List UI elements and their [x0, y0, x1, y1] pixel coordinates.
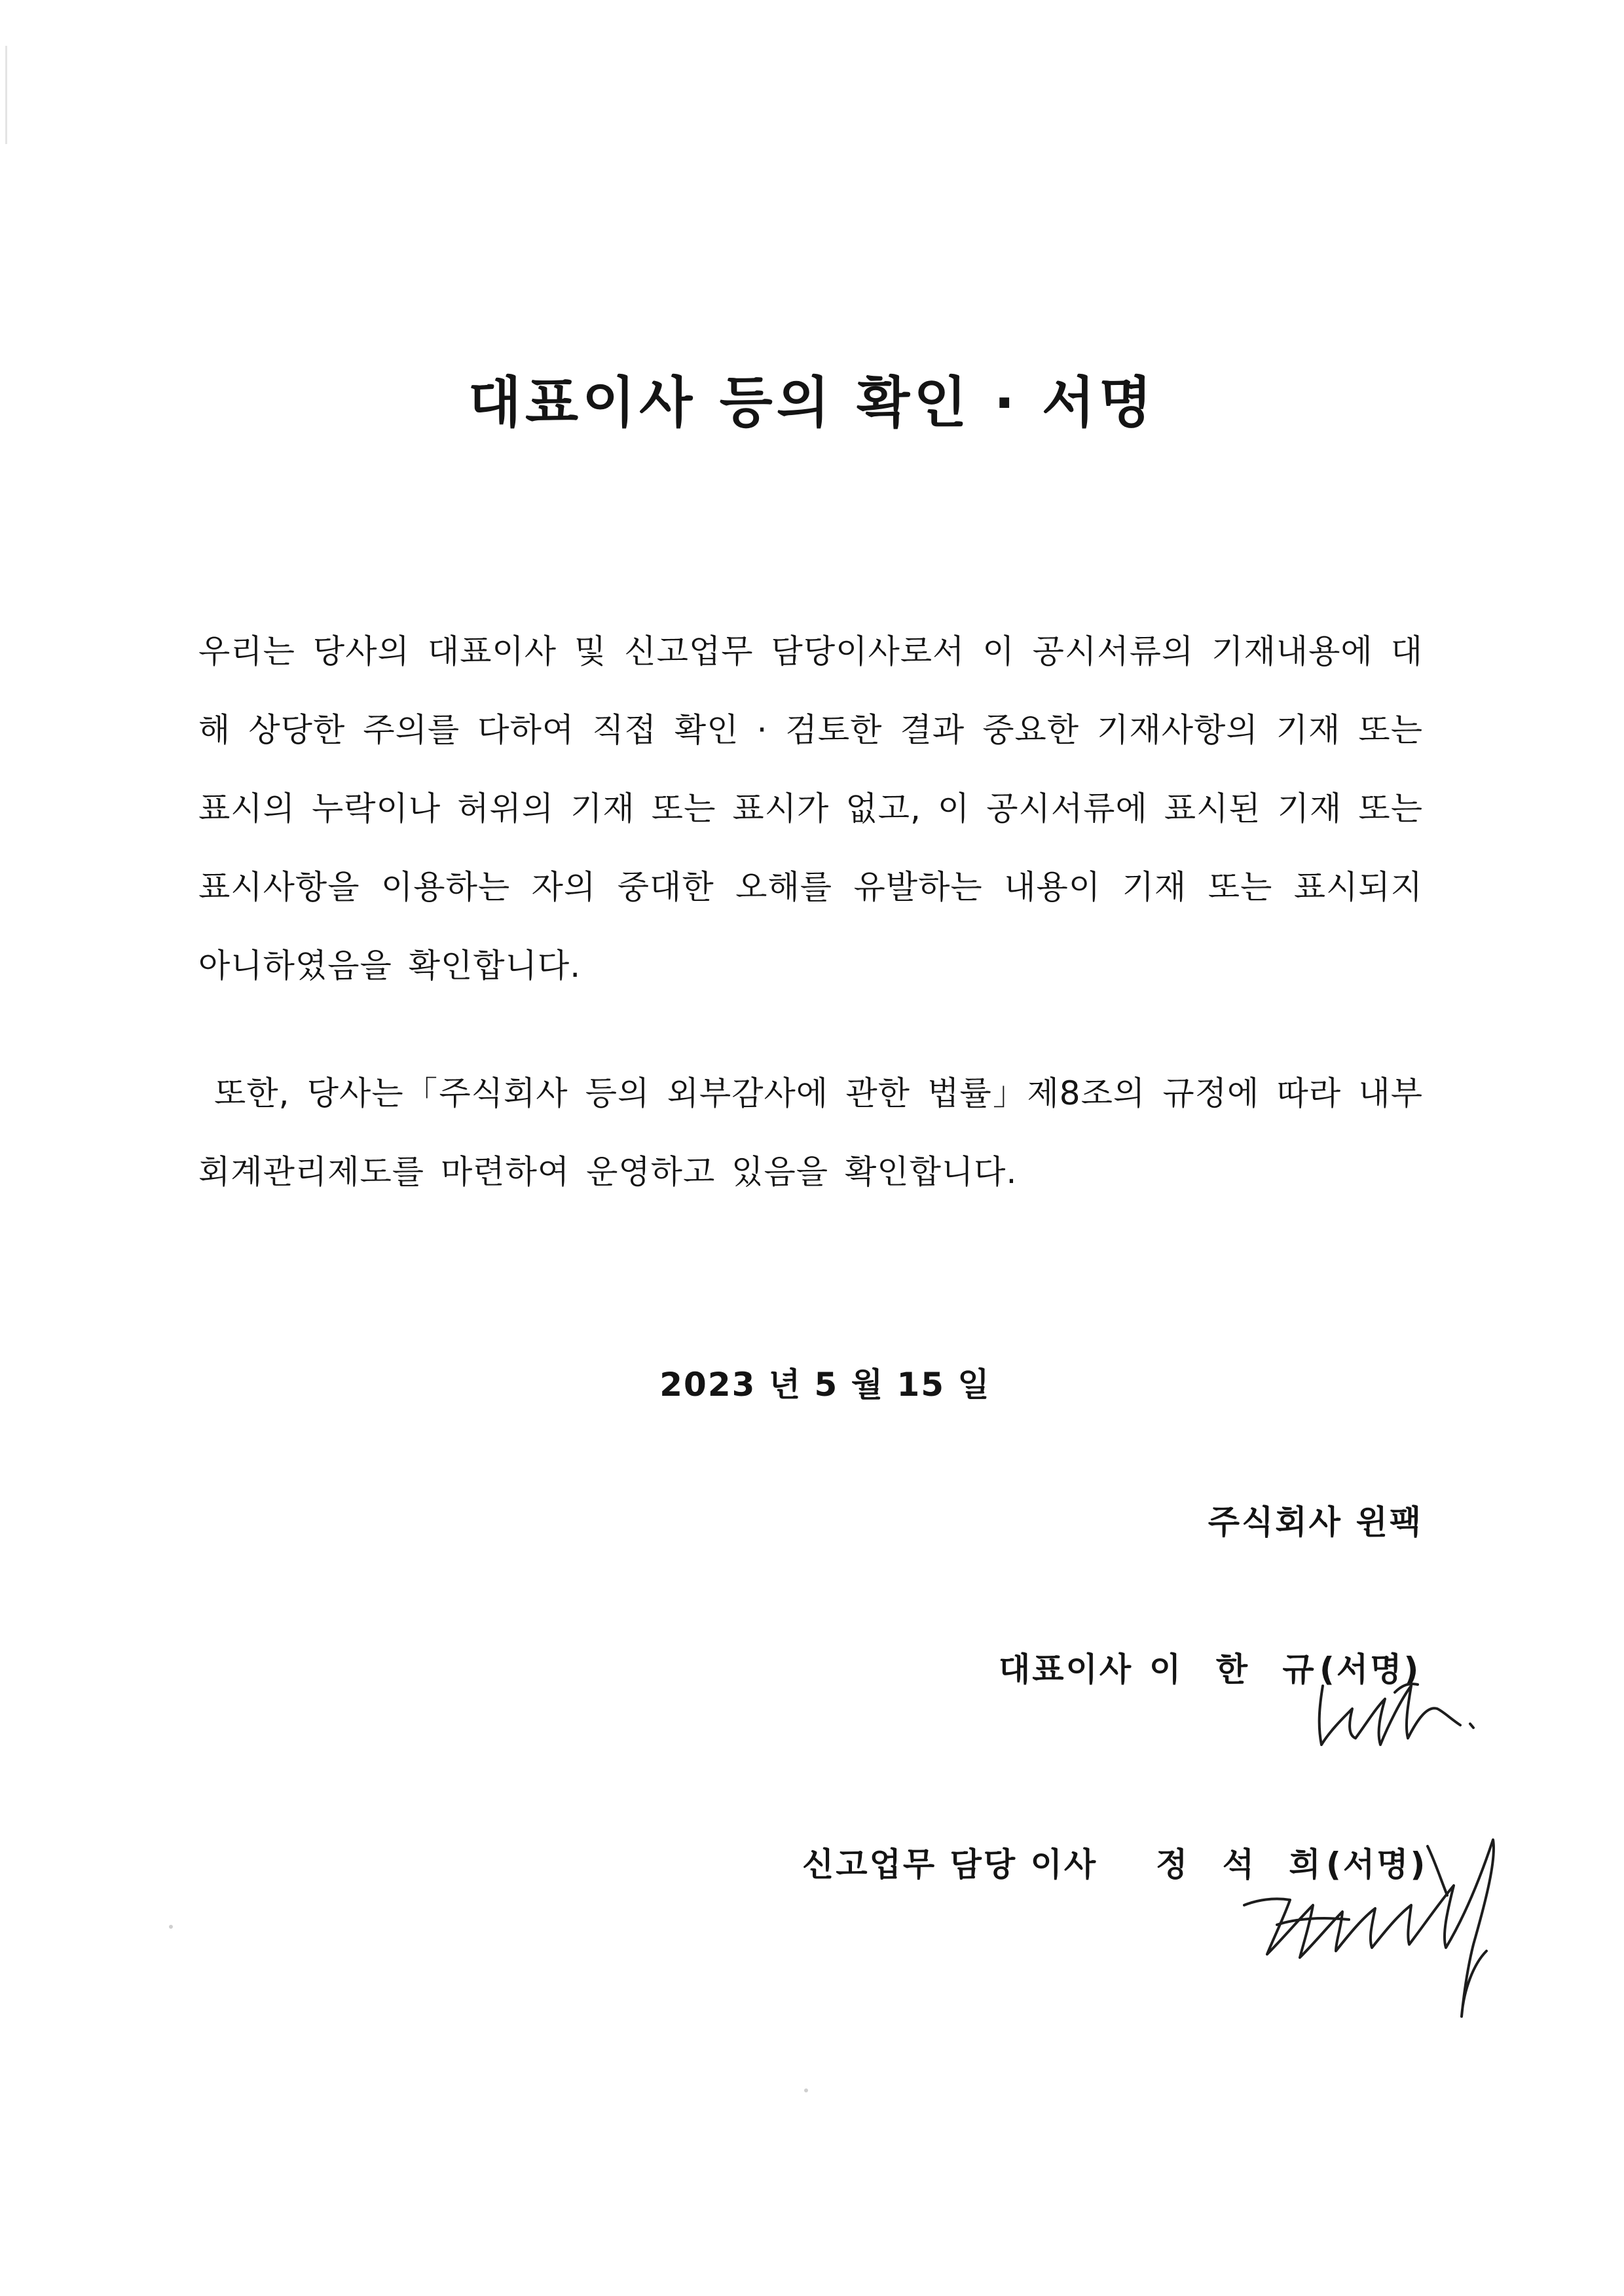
ceo-handwritten-signature: [1303, 1647, 1500, 1758]
cfo-role: 신고업무 담당 이사: [802, 1846, 1098, 1884]
internal-control-paragraph: 또한, 당사는「주식회사 등의 외부감사에 관한 법률」제8조의 규정에 따라 내부회계관리제도를 마련하여 운영하고 있음을 확인합니다.: [198, 1074, 1423, 1191]
ceo-signature-mark: (서명): [1320, 1650, 1421, 1688]
scan-speck: [169, 1925, 173, 1929]
scan-speck: [804, 2088, 808, 2092]
cfo-signature-mark: (서명): [1326, 1846, 1428, 1884]
confirmation-paragraph: 우리는 당사의 대표이사 및 신고업무 담당이사로서 이 공시서류의 기재내용에 대해 상당한 주의를 다하여 직접 확인 · 검토한 결과 중요한 기재사항의 기재 또는 표시의 누락이나 허위의 기재 또는 표시가 없고, 이 공시서류에 표시된 기재 또는 표시사항을 이용하는 자의 중대한 오해를 유발하는 내용이 기재 또는 표시되지 아니하였음을 확인합니다.: [198, 632, 1423, 985]
document-date: 2023 년 5 월 15 일: [659, 1366, 991, 1404]
company-name: 주식회사 윈팩: [1208, 1503, 1423, 1541]
scan-edge-mark: [5, 46, 7, 144]
cfo-name: 정 석 희: [1156, 1846, 1333, 1884]
ceo-role: 대표이사: [999, 1650, 1134, 1688]
ceo-name: 이 한 규: [1149, 1650, 1326, 1688]
document-title: 대표이사 등의 확인 · 서명: [468, 371, 1156, 435]
cfo-handwritten-signature: [1238, 1820, 1552, 2036]
